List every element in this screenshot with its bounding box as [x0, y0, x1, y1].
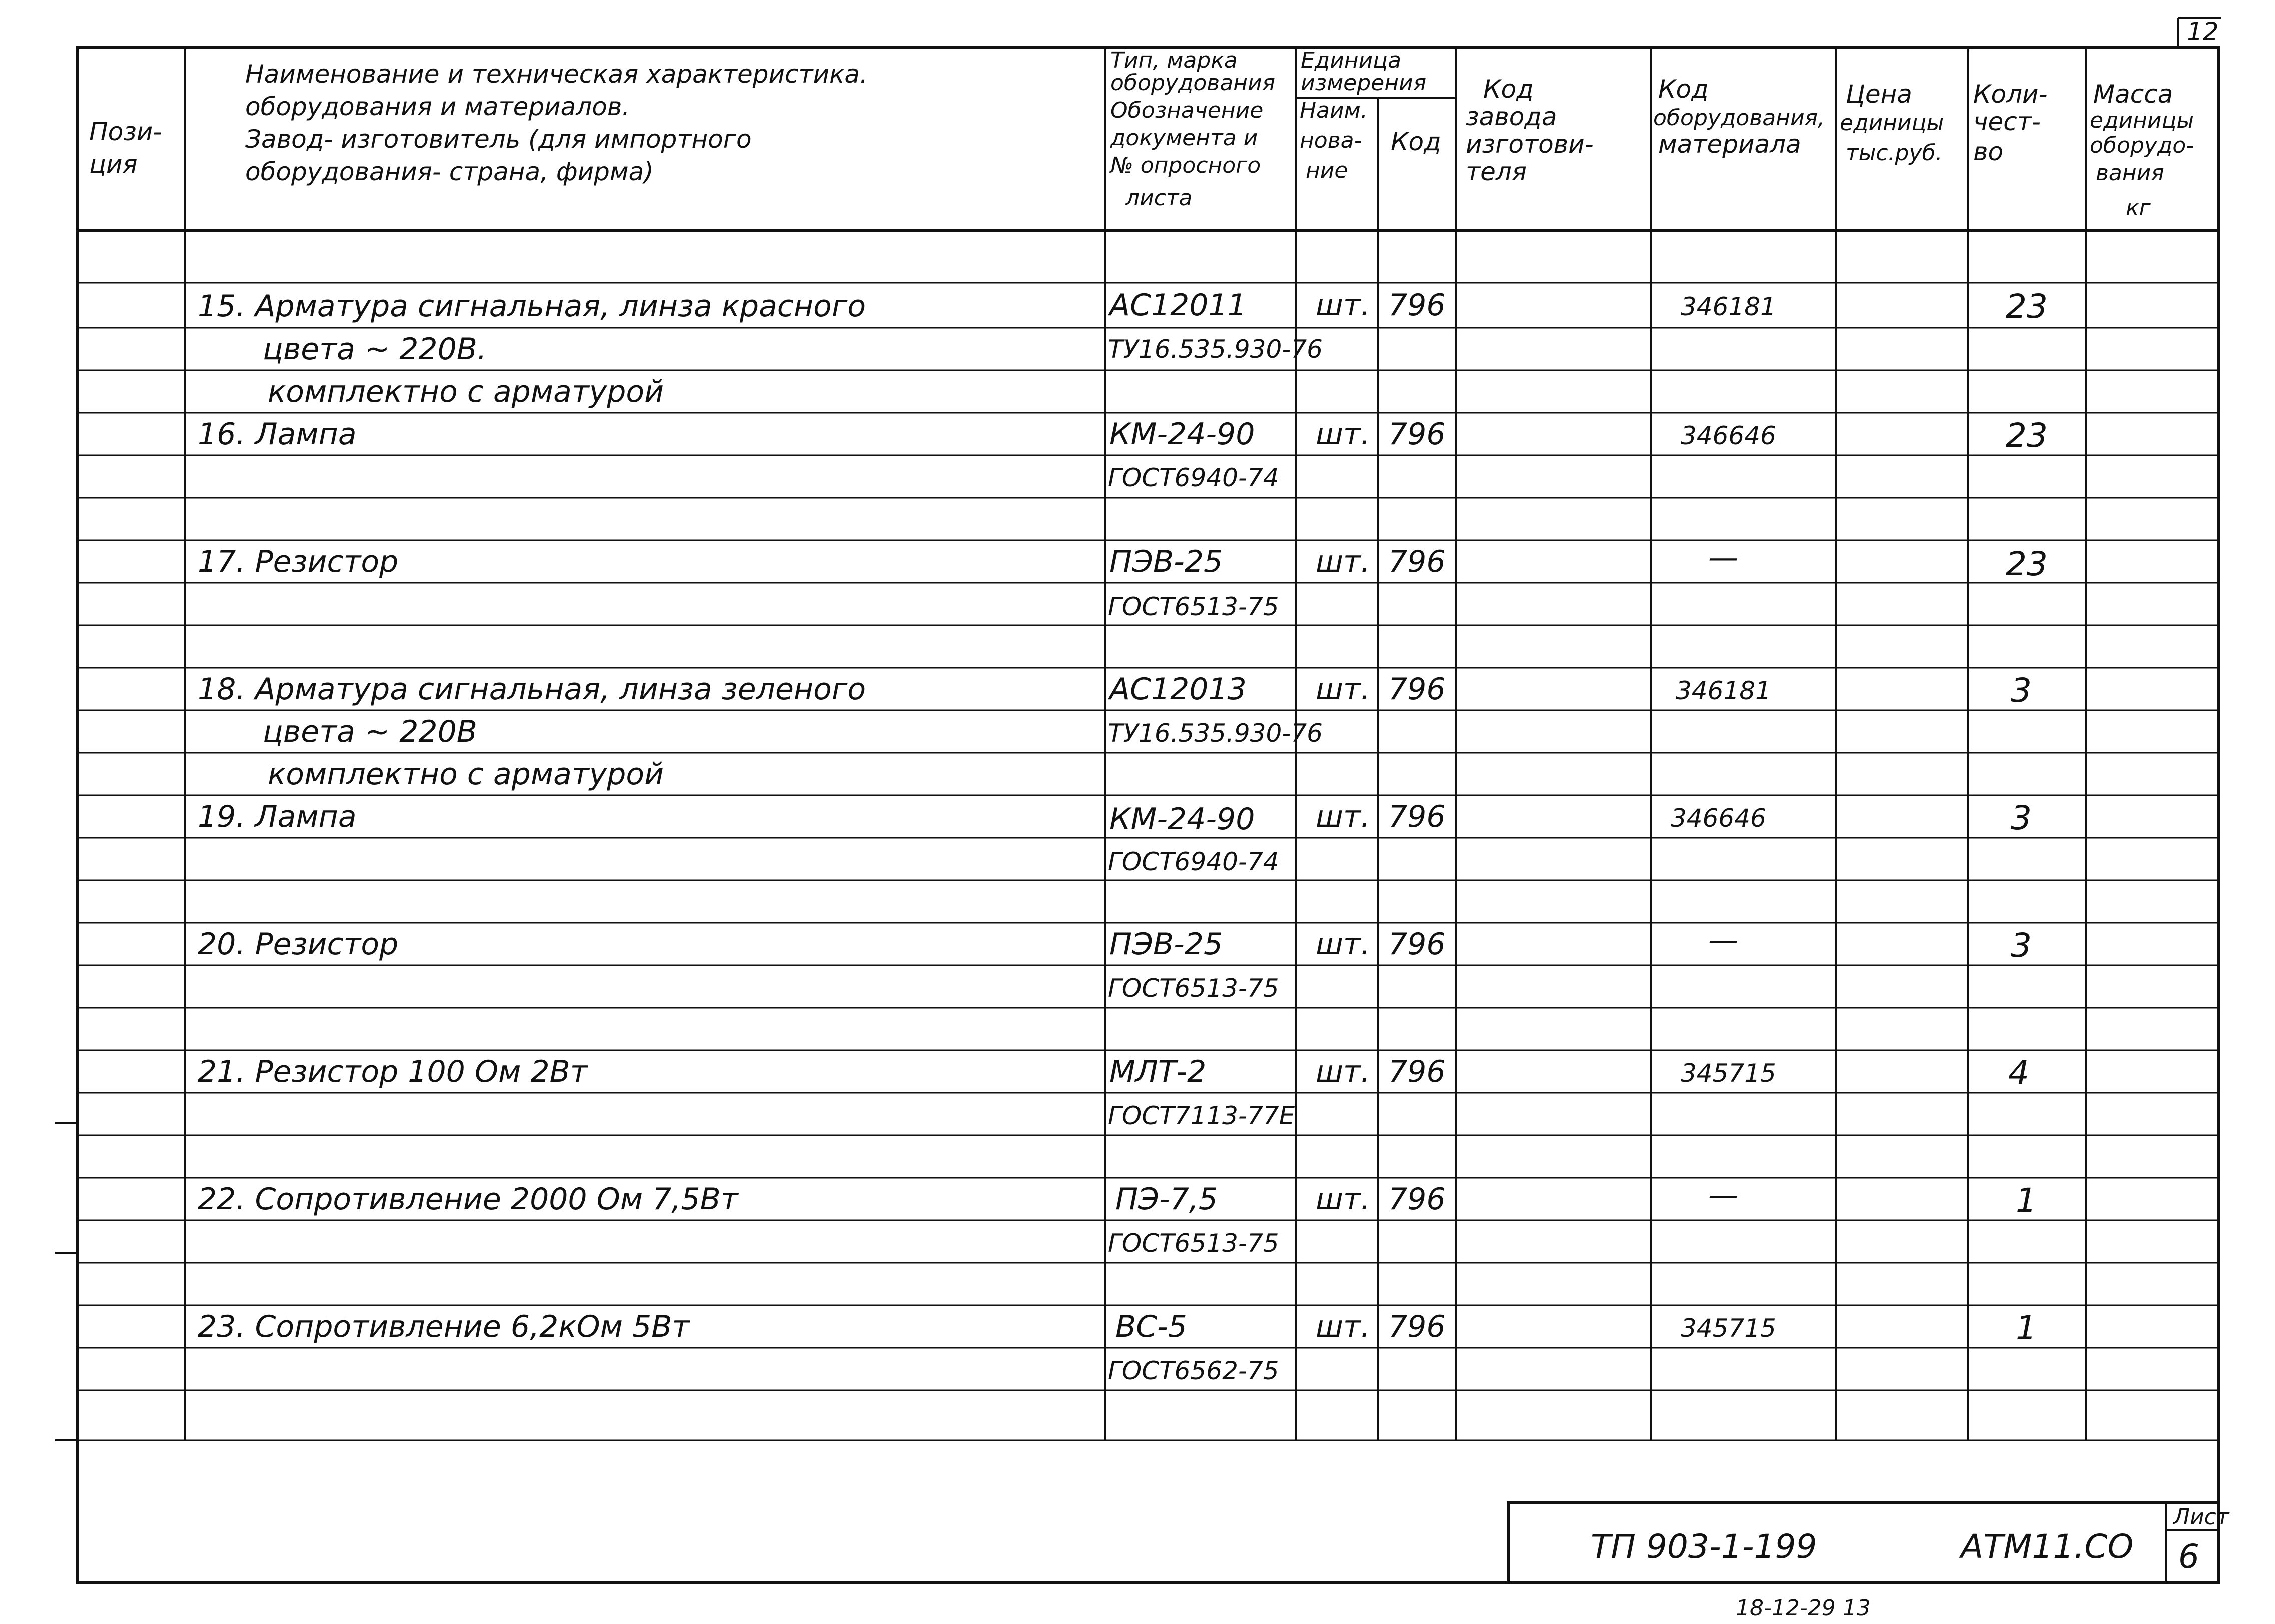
- item-equipment-code: 345715: [1681, 1059, 1776, 1088]
- header-type-4: документа и: [1110, 125, 1258, 151]
- header-price-2: единицы: [1840, 110, 1944, 136]
- header-mass-4: вания: [2096, 160, 2164, 186]
- item-unit: шт.: [1316, 1054, 1370, 1089]
- item-doc: ТУ16.535.930-76: [1108, 335, 1323, 364]
- header-price-3: тыс.руб.: [1846, 140, 1943, 166]
- header-position-1: Пози-: [89, 117, 162, 146]
- header-type-1: Тип, марка: [1110, 48, 1238, 73]
- item-qty: 3: [2011, 926, 2032, 965]
- header-unit-1: Единица: [1301, 48, 1402, 73]
- item-unit: шт.: [1316, 672, 1370, 707]
- item-doc: ГОСТ6513-75: [1108, 592, 1279, 621]
- header-unit-2: измерения: [1301, 70, 1427, 96]
- item-equipment-code: —: [1708, 1178, 1738, 1213]
- item-name: цвета ~ 220В.: [263, 332, 487, 367]
- item-doc: ГОСТ6940-74: [1108, 463, 1279, 492]
- header-position-2: ция: [89, 150, 138, 179]
- item-name: 21. Резистор 100 Ом 2Вт: [198, 1054, 588, 1089]
- header-type-3: Обозначение: [1110, 98, 1264, 123]
- doc-code: ТП 903-1-199: [1591, 1527, 1817, 1566]
- item-name: 20. Резистор: [198, 927, 399, 962]
- item-unit: шт.: [1316, 288, 1370, 323]
- header-plant-code-2: завода: [1466, 102, 1557, 131]
- item-qty: 3: [2011, 671, 2032, 710]
- header-plant-code-4: теля: [1466, 157, 1527, 186]
- table-row: [198, 923, 2032, 1003]
- item-name: 23. Сопротивление 6,2кОм 5Вт: [198, 1309, 690, 1344]
- table-header: [89, 48, 2194, 221]
- item-qty: 23: [2006, 545, 2048, 583]
- table-row: [198, 1178, 2037, 1258]
- table-row: [198, 671, 2032, 792]
- item-equipment-code: —: [1708, 923, 1738, 958]
- item-unit-code: 796: [1388, 288, 1446, 323]
- header-name-4: оборудования- страна, фирма): [245, 157, 654, 186]
- header-price-1: Цена: [1846, 80, 1912, 109]
- item-type: МЛТ-2: [1109, 1054, 1207, 1089]
- item-equipment-code: 345715: [1681, 1314, 1776, 1343]
- item-name: 15. Арматура сигнальная, линза красного: [198, 289, 866, 324]
- item-unit: шт.: [1316, 1182, 1370, 1217]
- item-type: ПЭВ-25: [1109, 544, 1223, 579]
- item-equipment-code: 346181: [1676, 676, 1771, 705]
- item-name: 16. Лампа: [198, 417, 357, 452]
- item-type: КМ-24-90: [1109, 802, 1255, 837]
- item-unit: шт.: [1316, 799, 1370, 834]
- title-block: [1508, 1503, 2230, 1583]
- item-name: 18. Арматура сигнальная, линза зеленого: [198, 672, 866, 707]
- header-type-2: оборудования: [1110, 70, 1276, 96]
- margin-ticks: [55, 1123, 78, 1440]
- header-name-3: Завод- изготовитель (для импортного: [245, 125, 752, 154]
- item-unit: шт.: [1316, 417, 1370, 452]
- header-unit-code: Код: [1391, 127, 1441, 156]
- header-mass-3: оборудо-: [2090, 133, 2194, 158]
- item-equipment-code: 346181: [1681, 292, 1776, 321]
- item-name: 19. Лампа: [198, 799, 357, 834]
- top-sheet-number: 12: [2187, 17, 2219, 46]
- item-unit-code: 796: [1388, 1309, 1446, 1344]
- item-name: цвета ~ 220В: [263, 714, 477, 749]
- header-plant-code-3: изготови-: [1466, 130, 1594, 159]
- header-equipment-code-3: материала: [1658, 130, 1801, 159]
- item-doc: ГОСТ7113-77Е: [1108, 1101, 1295, 1130]
- item-type: КМ-24-90: [1109, 417, 1255, 452]
- item-qty: 1: [2016, 1181, 2037, 1220]
- item-type: ПЭ-7,5: [1115, 1182, 1218, 1217]
- item-type: ПЭВ-25: [1109, 927, 1223, 962]
- item-name: комплектно с арматурой: [268, 757, 664, 792]
- item-qty: 4: [2008, 1054, 2029, 1092]
- item-unit-code: 796: [1388, 417, 1446, 452]
- item-doc: ГОСТ6940-74: [1108, 847, 1279, 876]
- header-name-1: Наименование и техническая характеристика.: [245, 60, 868, 89]
- item-unit-code: 796: [1388, 799, 1446, 834]
- item-equipment-code: 346646: [1671, 804, 1766, 833]
- header-unit-name-2: нова-: [1300, 128, 1362, 153]
- header-mass-2: единицы: [2090, 108, 2194, 133]
- sheet-number: 6: [2178, 1537, 2199, 1576]
- item-unit: шт.: [1316, 927, 1370, 962]
- item-unit: шт.: [1316, 1309, 1370, 1344]
- item-doc: ГОСТ6562-75: [1108, 1356, 1279, 1385]
- item-unit-code: 796: [1388, 544, 1446, 579]
- header-qty-1: Коли-: [1973, 80, 2048, 109]
- header-qty-2: чест-: [1973, 107, 2041, 136]
- header-equipment-code-1: Код: [1658, 75, 1709, 104]
- table-row: [198, 287, 2048, 409]
- header-name-2: оборудования и материалов.: [245, 92, 630, 121]
- header-equipment-code-2: оборудования,: [1653, 105, 1825, 131]
- bottom-note: 18-12-29 13: [1736, 1595, 1871, 1621]
- table-row: [198, 416, 2048, 492]
- item-unit-code: 796: [1388, 672, 1446, 707]
- item-name: комплектно с арматурой: [268, 374, 664, 409]
- item-doc: ГОСТ6513-75: [1108, 974, 1279, 1003]
- header-mass-1: Масса: [2093, 80, 2173, 109]
- item-qty: 23: [2006, 287, 2048, 326]
- table-row: [198, 540, 2048, 621]
- item-qty: 1: [2016, 1309, 2037, 1347]
- top-sheet-number-box: [2178, 17, 2221, 48]
- item-type: АС12013: [1109, 672, 1247, 707]
- header-type-6: листа: [1125, 185, 1193, 211]
- header-unit-name-1: Наим.: [1300, 98, 1368, 123]
- item-qty: 23: [2006, 416, 2048, 455]
- header-unit-name-3: ние: [1306, 158, 1348, 183]
- item-name: 17. Резистор: [198, 544, 399, 579]
- item-type: ВС-5: [1115, 1309, 1187, 1344]
- item-unit-code: 796: [1388, 1054, 1446, 1089]
- header-qty-3: во: [1973, 137, 2004, 166]
- item-equipment-code: 346646: [1681, 421, 1776, 450]
- header-type-5: № опросного: [1110, 153, 1261, 178]
- item-unit-code: 796: [1388, 1182, 1446, 1217]
- item-equipment-code: —: [1708, 540, 1738, 575]
- item-unit: шт.: [1316, 544, 1370, 579]
- item-doc: ГОСТ6513-75: [1108, 1229, 1279, 1258]
- item-unit-code: 796: [1388, 927, 1446, 962]
- sheet-label: Лист: [2173, 1504, 2229, 1530]
- header-mass-5: кг: [2126, 195, 2151, 221]
- item-type: АС12011: [1109, 288, 1247, 323]
- item-doc: ТУ16.535.930-76: [1108, 719, 1323, 748]
- doc-mark: АТМ11.СО: [1961, 1527, 2134, 1566]
- item-qty: 3: [2011, 799, 2032, 837]
- item-name: 22. Сопротивление 2000 Ом 7,5Вт: [198, 1182, 738, 1217]
- header-plant-code-1: Код: [1483, 75, 1534, 104]
